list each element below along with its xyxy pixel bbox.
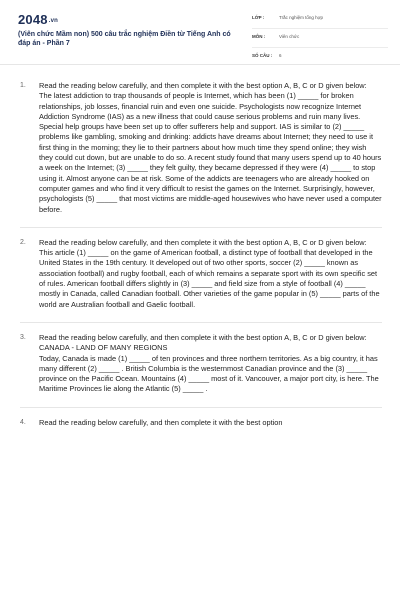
meta-value-lop[interactable]: Trắc nghiệm tổng hợp [279,15,324,20]
question-number: 3. [20,333,26,341]
question-instruction: Read the reading below carefully, and then complete it with the best option A, B, C or D given below: [39,81,367,90]
question-body [39,333,382,395]
question-instruction: Read the reading below carefully, and then complete it with the best option A, B, C or D given below: [39,332,367,342]
site-logo[interactable] [18,12,58,27]
question-item [20,323,382,408]
meta-row-lop [252,13,388,29]
meta-label-socau: SỐ CÂU : [252,53,273,58]
question-item [20,228,382,323]
question-item [20,65,382,228]
question-number: 2. [20,238,26,246]
question-body [39,238,382,310]
meta-row-mon [252,32,388,48]
page-header [0,0,400,65]
meta-value-socau: 6 [279,53,282,58]
question-body [39,418,382,428]
question-list [0,65,400,440]
page-title: (Viên chức Mầm non) 500 câu trắc nghiệm Điền từ Tiếng Anh có đáp án - Phần 7 [18,31,231,47]
question-body [39,81,382,215]
meta-value-mon[interactable]: Viên chức [279,34,300,39]
question-title: CANADA - LAND OF MANY REGIONS [39,343,168,353]
logo-text: 2048 [18,12,48,27]
meta-row-socau [252,51,388,66]
meta-label-lop: LỚP : [252,15,265,20]
meta-box [252,13,388,69]
meta-label-mon: MÔN : [252,34,266,39]
question-text: This article (1) _____ on the game of American football, a distinct type of football that developed in the United States in the 19th century. It developed out of two other sports, soccer (2) _____ known as association football) and rugby football, each of which remains a separate sport with its own specific set of rules. American football differs slightly in (3) _____ and field size from a style of football (4) _____ mostly in Canada, called Canadian football. Other varieties of the game popular in (5) _____ parts of the world are Australian football and Gaelic football. [39,248,380,309]
question-text: Today, Canada is made (1) _____ of ten provinces and three northern territories. As a big country, it has many different (2) _____ . British Columbia is the westernmost Canadian province and the (3) _____ province on the Pacific Ocean. Mountains (4) _____ most of it. Vancouver, a major port city, is here. The Maritime Provinces lie along the Atlantic (5) _____ . [39,353,379,394]
question-instruction: Read the reading below carefully, and then complete it with the best option [39,417,283,427]
logo-suffix: .vn [48,17,59,24]
question-text: The latest addiction to trap thousands of people is Internet, which has been (1) _____ for broken relationships, job losses, financial ruin and even one suicide. Psychologists now recognize Internet Addiction Syndrome (IAS) as a new illness that could cause serious problems and ruin many lives. Special help groups have been set up to offer sufferers help and support. IAS is similar to (2) _____ problems like gambling, smoking and drinking: addicts have dreams about Internet; they need to use it first thing in the morning; they lie to their partners about how much time they spend online; they wish they could cut down, but are unable to do so. A recent study found that many users spend up to 40 hours a week on the Internet; (3) _____ they felt guilty, they became depressed if they were (4) _____ to stop using it. Almost anyone can be at risk. Some of the addicts are teenagers who are already hooked on computer games and who find it very difficult to resist the games on the Internet. Surprisingly, however, psychologists (5) _____ that most victims are middle-aged housewives who have never used a computer before. [39,91,382,214]
question-item [20,408,382,440]
question-number: 4. [20,418,26,426]
question-instruction: Read the reading below carefully, and then complete it with the best option A, B, C or D given below: [39,237,367,247]
question-number: 1. [20,82,26,89]
